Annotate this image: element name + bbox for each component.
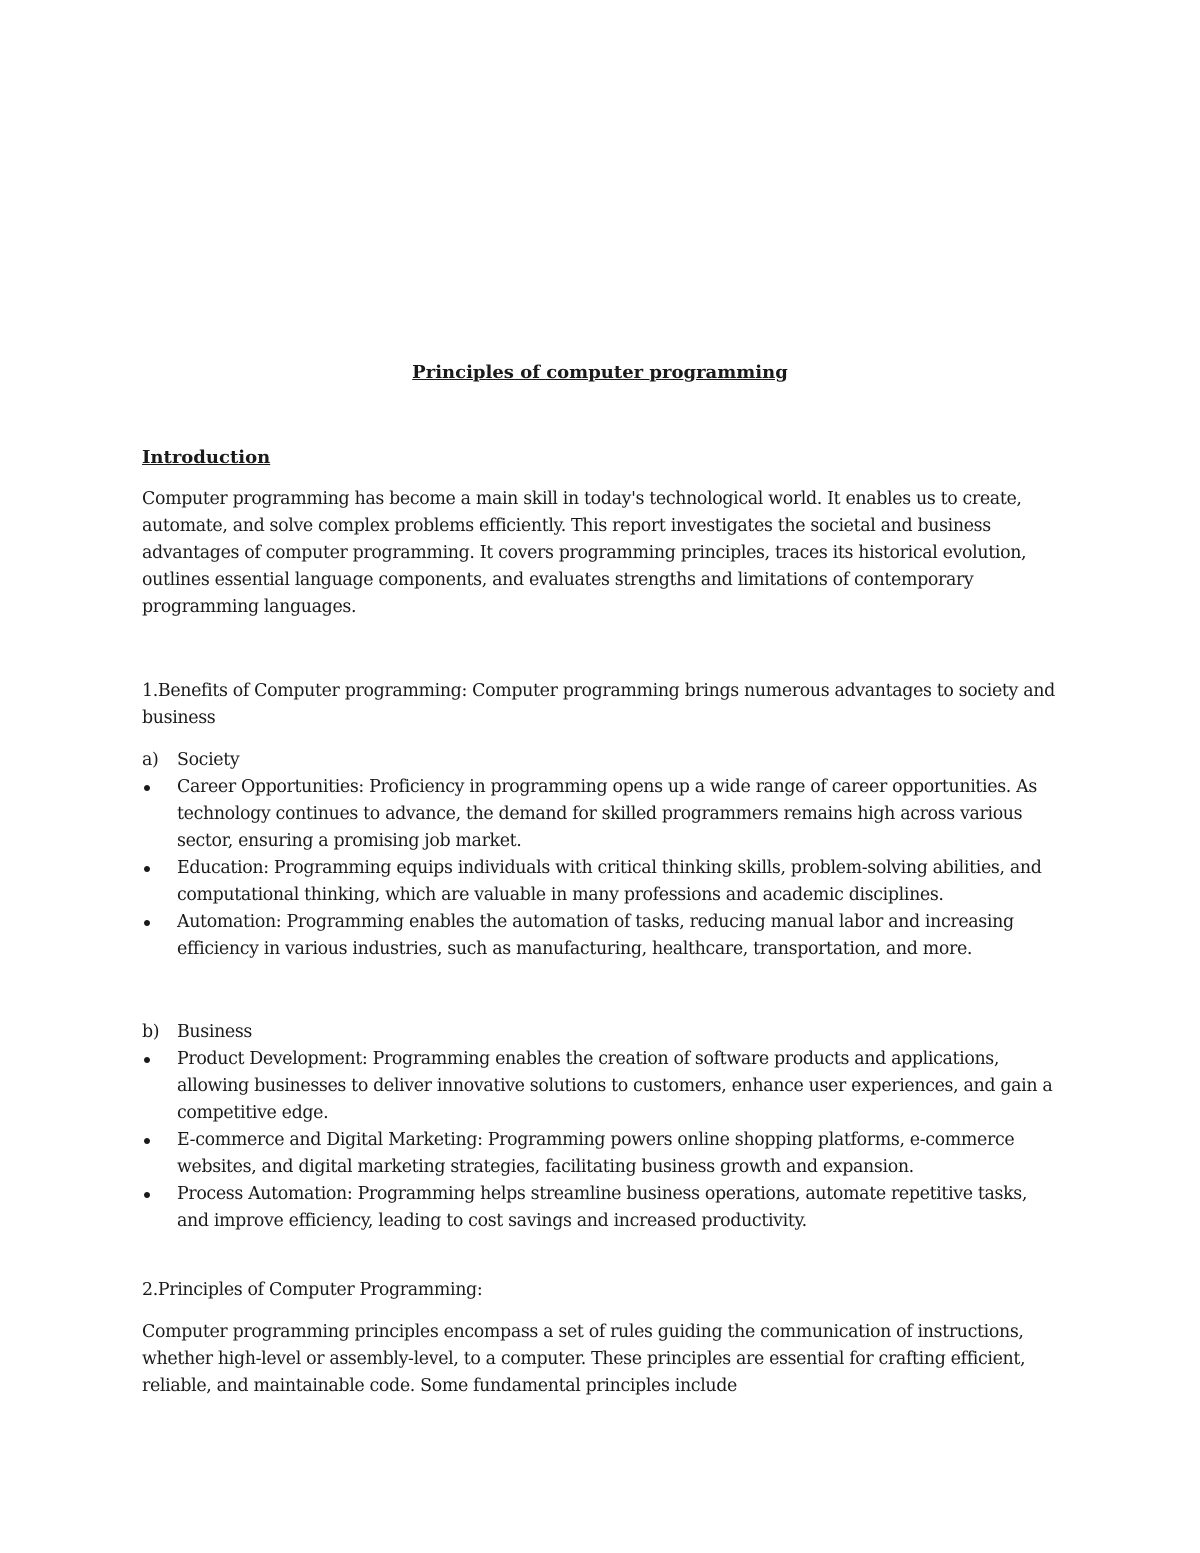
list-item-text: Education: Programming equips individuals with critical thinking skills, problem-solving abilities, and computational thinking, which are valuable in many professions and academic disciplines. [177, 858, 1042, 905]
list-item-text: Product Development: Programming enables the creation of software products and applications, allowing businesses to deliver innovative solutions to customers, enhance user experiences, and gain a competitive edge. [177, 1049, 1053, 1123]
bullet-icon [144, 785, 150, 791]
society-bullet-list [142, 774, 1062, 963]
list-item-text: Process Automation: Programming helps streamline business operations, automate repetitive tasks, and improve efficiency, leading to cost savings and increased productivity. [177, 1184, 1028, 1231]
list-item [142, 774, 1062, 855]
list-item [142, 1046, 1062, 1127]
business-list-label [142, 1019, 252, 1046]
bullet-icon [144, 920, 150, 926]
list-item [142, 1127, 1062, 1181]
list-item-text: Automation: Programming enables the automation of tasks, reducing manual labor and increasing efficiency in various industries, such as manufacturing, healthcare, transportation, and more. [177, 912, 1014, 959]
bullet-icon [144, 1057, 150, 1063]
principles-heading: 2.Principles of Computer Programming: [142, 1280, 483, 1300]
bullet-icon [144, 1138, 150, 1144]
principles-paragraph: Computer programming principles encompass a set of rules guiding the communication of instructions, whether high-level or assembly-level, to a computer. These principles are essential for crafting efficient, reliable, and maintainable code. Some fundamental principles include [142, 1322, 1026, 1396]
benefits-intro-paragraph: 1.Benefits of Computer programming: Computer programming brings numerous advantages to society and business [142, 681, 1055, 728]
society-list-marker: a) [142, 750, 159, 770]
bullet-icon [144, 866, 150, 872]
business-label-text: Business [177, 1022, 253, 1042]
list-item-text: E-commerce and Digital Marketing: Programming powers online shopping platforms, e-commerce websites, and digital marketing strategies, facilitating business growth and expansion. [177, 1130, 1015, 1177]
document-title: Principles of computer programming [412, 362, 788, 383]
business-bullet-list [142, 1046, 1062, 1235]
introduction-heading: Introduction [142, 447, 271, 468]
business-list-marker: b) [142, 1022, 160, 1042]
society-list-label [142, 747, 239, 774]
society-label-text: Society [177, 750, 240, 770]
bullet-icon [144, 1192, 150, 1198]
list-item [142, 909, 1062, 963]
list-item-text: Career Opportunities: Proficiency in programming opens up a wide range of career opportunities. As technology continues to advance, the demand for skilled programmers remains high across various sector, ensuring a promising job market. [177, 777, 1037, 851]
list-item [142, 1181, 1062, 1235]
list-item [142, 855, 1062, 909]
introduction-paragraph: Computer programming has become a main skill in today's technological world. It enables us to create, automate, and solve complex problems efficiently. This report investigates the societal and business advantages of computer programming. It covers programming principles, traces its historical evolution, outlines essential language components, and evaluates strengths and limitations of contemporary programming languages. [142, 489, 1027, 617]
